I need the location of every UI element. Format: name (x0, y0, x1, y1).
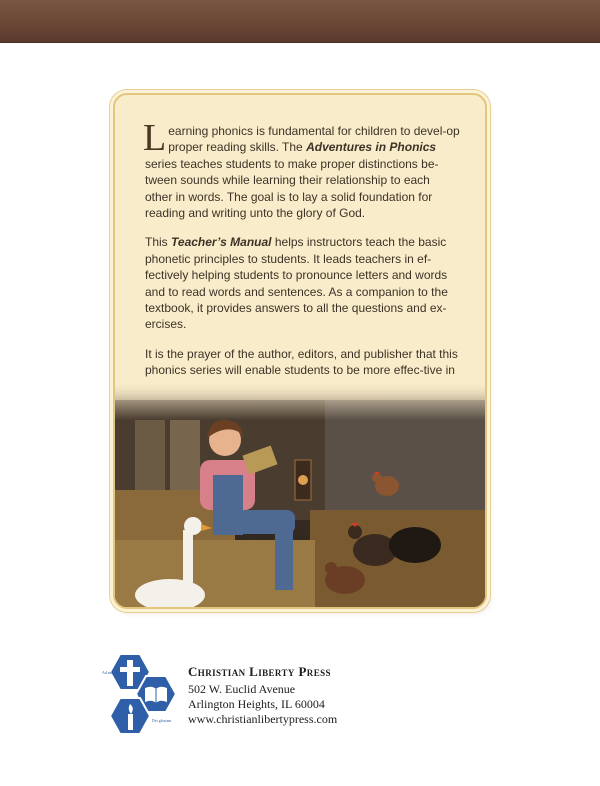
description-panel (113, 93, 487, 609)
paragraph-intro-text-a: earning phonics is fundamental for children to devel-op proper reading skills. The (168, 124, 460, 155)
paragraph-intro (143, 117, 460, 221)
paragraph-prayer: It is the prayer of the author, editors, and publisher that this phonics series will enable students to be more effec-tive in (145, 346, 458, 378)
barn-photo (115, 380, 485, 607)
publisher-address-line2: Arlington Heights, IL 60004 (188, 697, 325, 711)
cover-top-band (0, 0, 600, 43)
paragraph-manual-text-b: helps instructors teach the basic phonetic principles to students. It leads teachers in ef-fectively helping students to pronounce letters and words and to read words and sentences. As a companion to the textbook, it provides answers to all the questions and ex-ercises. (145, 235, 448, 332)
publisher-website[interactable]: www.christianlibertypress.com (188, 712, 338, 726)
series-title: Adventures in Phonics (306, 140, 437, 155)
paragraph-manual (145, 234, 460, 332)
manual-title: Teacher’s Manual (171, 235, 272, 250)
torch-icon (110, 698, 150, 734)
barn-scene-illustration (115, 380, 485, 607)
publisher-address-line1: 502 W. Euclid Avenue (188, 682, 296, 696)
publisher-info (188, 664, 337, 727)
paragraph-manual-text-a: This (145, 235, 172, 250)
publisher-logo-area (96, 652, 396, 742)
paragraph-intro-text-b: series teaches students to make proper distinctions be-tween sounds while learning their relationship to each other in words. The goal is to lay a solid foundation for reading and writing unto the glory of God. (145, 156, 439, 221)
publisher-logo (96, 652, 182, 738)
motto-bottom: Dei gloriam (152, 718, 172, 723)
description-text (143, 117, 460, 408)
motto-top: Ad maiorem (102, 670, 123, 675)
drop-cap: L (143, 117, 167, 159)
publisher-name: Christian Liberty Press (188, 664, 331, 679)
